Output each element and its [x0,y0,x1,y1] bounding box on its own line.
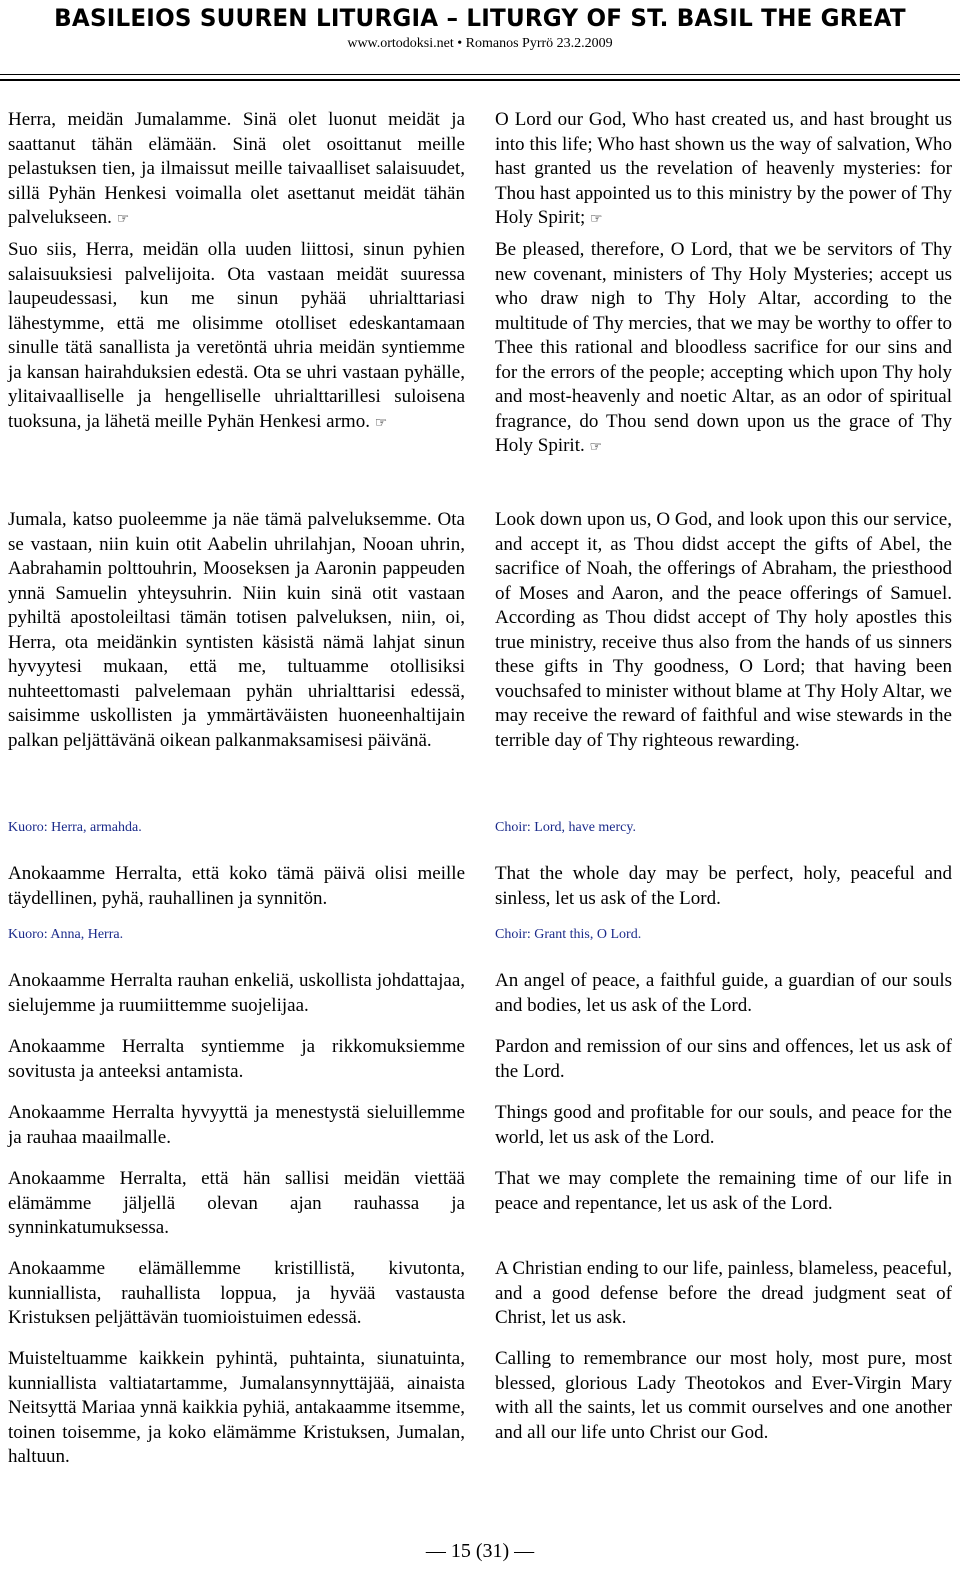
page-header [0,0,960,52]
en-choir-1: Choir: Lord, have mercy. [495,820,636,835]
pointer-hand-icon: ☞ [589,439,603,455]
document-subtitle: www.ortodoksi.net • Romanos Pyrrö 23.2.2009 [347,36,613,51]
en-paragraph-2: Be pleased, therefore, O Lord, that we be servitors of Thy new covenant, ministers of Thy Holy Mysteries; accept us who draw nigh to Thy Holy Altar, according to the multitude of Thy mercies, that we may be worthy to offer to Thee this rational and bloodless sacrifice for our sins and for the errors of the people; accepting which upon Thy holy and most-heavenly and noetic Altar, as an odor of spiritual fragrance, do Thou send down upon us the grace of Thy Holy Spirit. ☞ [495,239,952,456]
fi-paragraph-10: Muisteltuamme kaikkein pyhintä, puhtainta, siunatuinta, kunniallista valtiatartamme, Jumalansynnyttäjää, ainaista Neitsyttä Mariaa ynnä kaikkia pyhiä, antakaamme itsemme, toinen toisemme, ja koko elämämme Kristuksen, Jumalan, haltuun. [8,1348,465,1467]
pointer-hand-icon: ☞ [116,211,130,227]
en-paragraph-7: Things good and profitable for our souls, and peace for the world, let us ask of the Lord. [495,1102,952,1148]
en-paragraph-3: Look down upon us, O God, and look upon this our service, and accept it, as Thou didst accept the gifts of Abel, the sacrifice of Noah, the offerings of Abraham, the priesthood of Moses and Aaron, and the peace offerings of Samuel. According as Thou didst accept of Thy holy apostles this true ministry, receive thus also from the hands of us sinners these gifts in Thy goodness, O Lord; that having been vouchsafed to minister without blame at Thy Holy Altar, we may receive the reward of faithful and wise stewards in the terrible day of Thy righteous rewarding. [495,509,952,751]
document-title: BASILEIOS SUUREN LITURGIA – LITURGY OF ST. BASIL THE GREAT [54,4,906,32]
fi-paragraph-8: Anokaamme Herralta, että hän sallisi meidän viettää elämämme jäljellä olevan ajan rauhassa ja synninkatumuksessa. [8,1168,465,1238]
page-number: — 15 (31) — [425,1540,535,1562]
fi-paragraph-3: Jumala, katso puoleemme ja näe tämä palveluksemme. Ota se vastaan, niin kuin otit Aabelin uhrilahjan, Nooan uhrin, Aabrahamin polttouhrin, Mooseksen ja Aaronin pappeuden ynnä Samuelin yhteysuhrin. Niin kuin sinä otit vastaan pyhiltä apostoleiltasi tämän totisen palveluksen, niin, oi, Herra, ota meidänkin syntisten käsistä nämä lahjat sinun hyvyytesi mukaan, että me, tultuamme otollisiksi nuhteettomasti palvelemaan pyhän uhrialttarisi edessä, saisimme uskollisten ja ymmärtäväisten huoneenhaltijain palkan peljättävänä oikean palkanmaksamisesi päivänä. [8,509,465,751]
header-rule-thin [0,74,960,75]
en-paragraph-4: That the whole day may be perfect, holy, peaceful and sinless, let us ask of the Lord. [495,863,952,909]
fi-paragraph-1: Herra, meidän Jumalamme. Sinä olet luonut meidät ja saattanut tähän elämään. Sinä olet osoittanut meille pelastuksen tien, ja ilmaissut meille taivaalliset salaisuudet, sillä Pyhän Henkesi voimalla olet asettanut meidät tähän palvelukseen. ☞ [8,109,465,228]
en-paragraph-8: That we may complete the remaining time of our life in peace and repentance, let us ask of the Lord. [495,1168,952,1214]
en-paragraph-5: An angel of peace, a faithful guide, a guardian of our souls and bodies, let us ask of the Lord. [495,970,952,1016]
header-rule-thick [0,79,960,81]
fi-paragraph-5: Anokaamme Herralta rauhan enkeliä, uskollista johdattajaa, sielujemme ja ruumiittemme suojelijaa. [8,970,465,1016]
en-paragraph-10: Calling to remembrance our most holy, most pure, most blessed, glorious Lady Theotokos and Ever-Virgin Mary with all the saints, let us commit ourselves and one another and all our life unto Christ our God. [495,1348,952,1443]
en-paragraph-1: O Lord our God, Who hast created us, and hast brought us into this life; Who hast shown us the way of salvation, Who hast granted us the revelation of heavenly mysteries: for Thou hast appointed us to this ministry by the power of Thy Holy Spirit; ☞ [495,109,952,228]
english-column [495,108,952,1445]
pointer-hand-icon: ☞ [374,414,388,431]
pointer-hand-icon: ☞ [590,211,603,227]
fi-paragraph-7: Anokaamme Herralta hyvyyttä ja menestystä sieluillemme ja rauhaa maailmalle. [8,1102,465,1148]
fi-paragraph-4: Anokaamme Herralta, että koko tämä päivä olisi meille täydellinen, pyhä, rauhallinen ja synnitön. [8,863,465,909]
fi-choir-1: Kuoro: Herra, armahda. [8,820,142,835]
fi-paragraph-2: Suo siis, Herra, meidän olla uuden liittosi, sinun pyhien salaisuuksiesi palvelijoita. Ota vastaan meidät suuressa laupeudessasi, kun me sinun pyhää uhrialttariasi lähestymme, että me olisimme otolliset edeskantamaan sinulle tätä sanallista ja veretöntä uhria meidän syntiemme ja kansan hairahduksien edestä. Ota se uhri vastaan pyhälle, ylitaivaalliselle ja hengelliselle uhrialttarillesi suloisena tuoksuna, ja lähetä meille Pyhän Henkesi armo. ☞ [8,239,465,432]
en-paragraph-6: Pardon and remission of our sins and offences, let us ask of the Lord. [495,1036,952,1082]
fi-paragraph-6: Anokaamme Herralta syntiemme ja rikkomuksiemme sovitusta ja anteeksi antamista. [8,1036,465,1082]
fi-choir-2: Kuoro: Anna, Herra. [8,927,124,942]
fi-paragraph-9: Anokaamme elämällemme kristillistä, kivutonta, kunniallista, rauhallista loppua, ja hyvää vastausta Kristuksen peljättävän tuomioistuimen edessä. [8,1258,465,1328]
en-paragraph-9: A Christian ending to our life, painless, blameless, peaceful, and a good defense before the dread judgment seat of Christ, let us ask. [495,1258,952,1328]
finnish-column [8,108,465,1470]
en-choir-2: Choir: Grant this, O Lord. [495,927,642,942]
